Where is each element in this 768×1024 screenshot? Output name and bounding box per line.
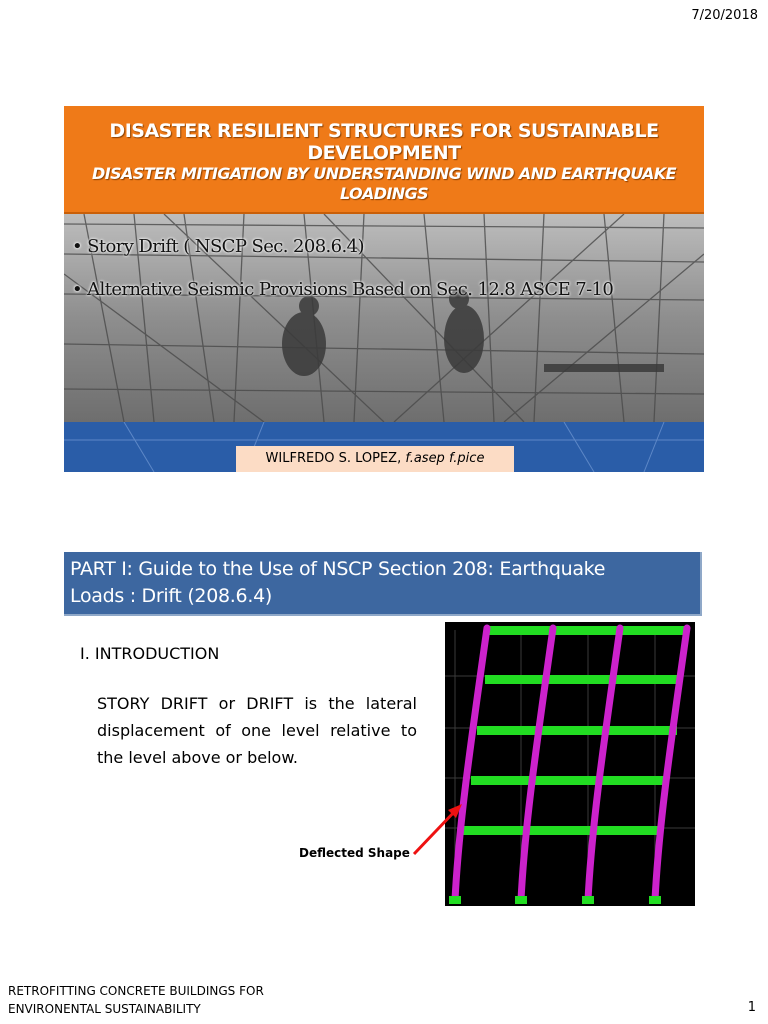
author-name: WILFREDO S. LOPEZ, bbox=[265, 451, 406, 466]
bullet-list bbox=[72, 236, 613, 322]
slide-title-line1: DISASTER RESILIENT STRUCTURES FOR SUSTAINABLE bbox=[109, 120, 659, 142]
arrow-icon bbox=[410, 800, 470, 860]
section-title: I. INTRODUCTION bbox=[80, 644, 220, 663]
footer-title bbox=[8, 982, 264, 1018]
author-credentials: f.asep f.pice bbox=[405, 451, 485, 466]
title-banner bbox=[64, 106, 704, 214]
slide-title-line2: DEVELOPMENT bbox=[307, 142, 461, 164]
section-heading-line1: PART I: Guide to the Use of NSCP Section 208: Earthquake bbox=[70, 558, 606, 580]
section-heading-line2: Loads : Drift (208.6.4) bbox=[70, 585, 272, 607]
content-slide bbox=[64, 552, 704, 960]
definition-paragraph: STORY DRIFT or DRIFT is the lateral displacement of one level relative to the level above or below. bbox=[97, 694, 417, 767]
slide-subtitle: DISASTER MITIGATION BY UNDERSTANDING WIND AND EARTHQUAKE LOADINGS bbox=[92, 164, 676, 203]
section-heading bbox=[64, 552, 702, 616]
slide-title bbox=[64, 106, 704, 164]
bullet-item: • Story Drift ( NSCP Sec. 208.6.4) bbox=[72, 236, 364, 257]
footer-title-line2: ENVIRONENTAL SUSTAINABILITY bbox=[8, 1002, 201, 1016]
print-date: 7/20/2018 bbox=[691, 8, 758, 23]
page-number: 1 bbox=[747, 1000, 756, 1015]
title-slide bbox=[64, 106, 704, 472]
deflected-frame-diagram bbox=[445, 622, 695, 906]
bullet-item: • Alternative Seismic Provisions Based on Sec. 12.8 ASCE 7-10 bbox=[72, 279, 614, 300]
author-label bbox=[236, 446, 514, 472]
figure-caption: Deflected Shape bbox=[299, 846, 410, 860]
footer-title-line1: RETROFITTING CONCRETE BUILDINGS FOR bbox=[8, 984, 264, 998]
